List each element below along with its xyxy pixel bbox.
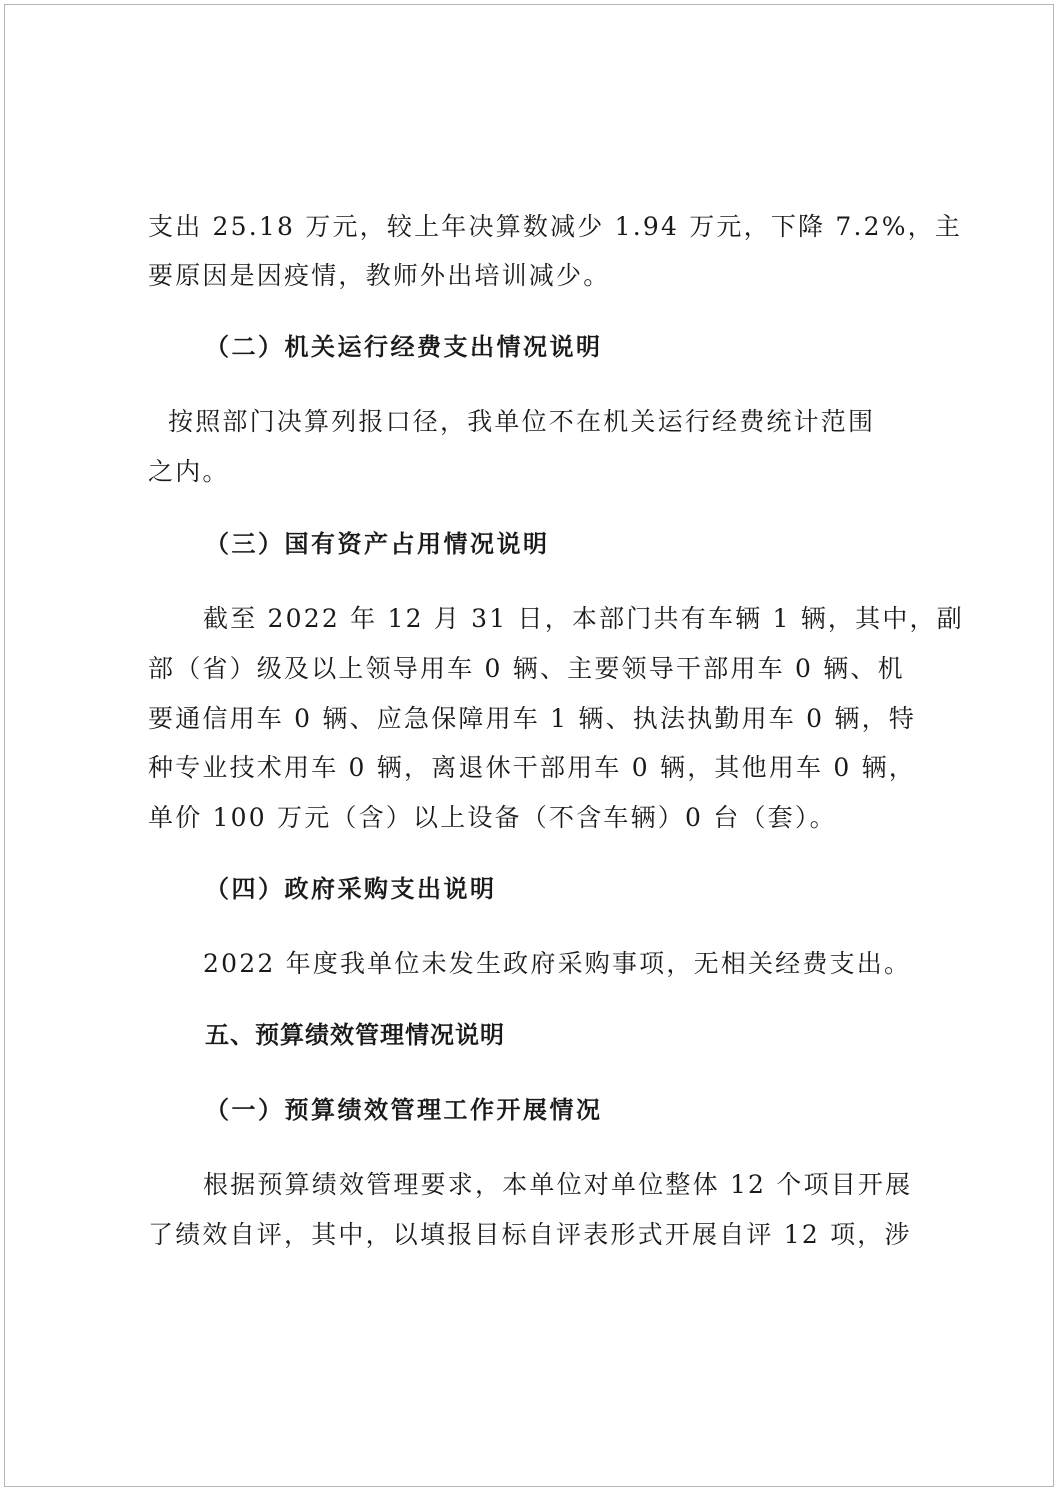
body-text-line: 支出 25.18 万元，较上年决算数减少 1.94 万元，下降 7.2%，主 [148, 212, 963, 241]
body-text-line: 了绩效自评，其中，以填报目标自评表形式开展自评 12 项，涉 [148, 1220, 912, 1249]
body-text-line: 种专业技术用车 0 辆，离退休干部用车 0 辆，其他用车 0 辆， [148, 753, 916, 782]
section-heading: （二）机关运行经费支出情况说明 [205, 333, 603, 361]
body-text-line: 之内。 [148, 457, 230, 486]
body-text-line: 根据预算绩效管理要求，本单位对单位整体 12 个项目开展 [203, 1170, 913, 1199]
body-text-line: 按照部门决算列报口径，我单位不在机关运行经费统计范围 [168, 407, 876, 436]
body-text-line: 部（省）级及以上领导用车 0 辆、主要领导干部用车 0 辆、机 [148, 654, 905, 683]
section-heading: （四）政府采购支出说明 [205, 875, 497, 903]
section-heading: （一）预算绩效管理工作开展情况 [205, 1096, 603, 1124]
body-text-line: 2022 年度我单位未发生政府采购事项，无相关经费支出。 [203, 949, 912, 978]
body-text-line: 要通信用车 0 辆、应急保障用车 1 辆、执法执勤用车 0 辆，特 [148, 704, 917, 733]
body-text-line: 单价 100 万元（含）以上设备（不含车辆）0 台（套）。 [148, 803, 837, 832]
body-text-line: 截至 2022 年 12 月 31 日，本部门共有车辆 1 辆，其中，副 [203, 604, 964, 633]
page [4, 4, 1054, 1487]
section-heading: （三）国有资产占用情况说明 [205, 530, 550, 558]
body-text-line: 要原因是因疫情，教师外出培训减少。 [148, 261, 611, 290]
chapter-heading: 五、预算绩效管理情况说明 [205, 1021, 505, 1049]
